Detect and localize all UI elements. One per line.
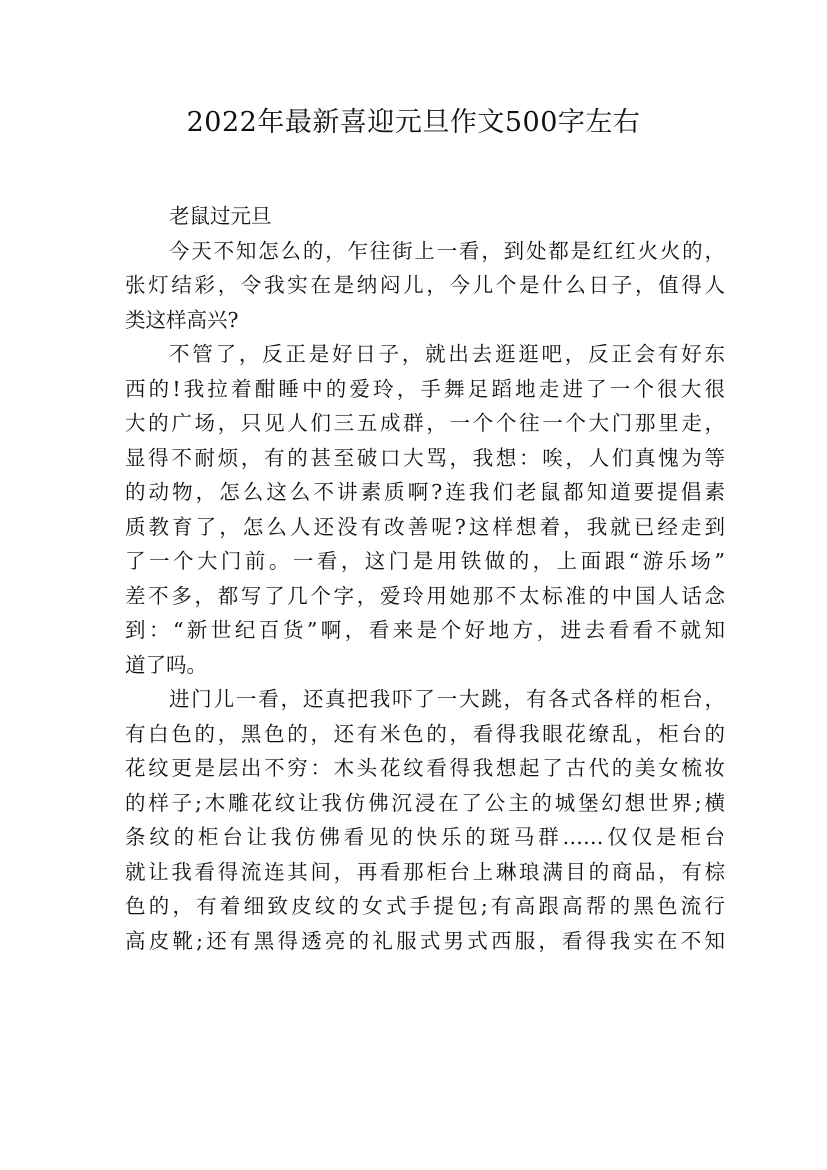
paragraph-line: 到：“新世纪百货”啊，看来是个好地方，进去看看不就知 bbox=[125, 618, 725, 642]
paragraph-line: 进门儿一看，还真把我吓了一大跳，有各式各样的柜台， bbox=[169, 687, 725, 711]
paragraph-line: 花纹更是层出不穷：木头花纹看得我想起了古代的美女梳妆 bbox=[125, 756, 725, 780]
paragraph-line: 不管了，反正是好日子，就出去逛逛吧，反正会有好东 bbox=[169, 342, 725, 366]
paragraph-line: 了一个大门前。一看，这门是用铁做的，上面跟“游乐场” bbox=[125, 549, 725, 573]
paragraph-line: 差不多，都写了几个字，爱玲用她那不太标准的中国人话念 bbox=[125, 583, 725, 608]
paragraph-line: 道了吗。 bbox=[125, 652, 207, 677]
paragraph-line: 有白色的，黑色的，还有米色的，看得我眼花缭乱，柜台的 bbox=[125, 721, 725, 746]
paragraph-line: 条纹的柜台让我仿佛看见的快乐的斑马群……仅仅是柜台 bbox=[125, 825, 725, 849]
paragraph-line: 的样子;木雕花纹让我仿佛沉浸在了公主的城堡幻想世界;横 bbox=[125, 790, 725, 815]
paragraph-line: 类这样高兴? bbox=[125, 307, 239, 332]
subtitle-line: 老鼠过元旦 bbox=[169, 204, 272, 228]
paragraph-line: 张灯结彩，令我实在是纳闷儿，今儿个是什么日子，值得人 bbox=[125, 273, 725, 297]
document-title: 2022年最新喜迎元旦作文500字左右 bbox=[186, 107, 641, 138]
paragraph-line: 西的!我拉着酣睡中的爱玲，手舞足蹈地走进了一个很大很 bbox=[125, 376, 725, 401]
paragraph-line: 高皮靴;还有黑得透亮的礼服式男式西服，看得我实在不知 bbox=[125, 928, 725, 953]
paragraph-line: 显得不耐烦，有的甚至破口大骂，我想：唉，人们真愧为等 bbox=[125, 445, 725, 470]
paragraph-line: 的动物，怎么这么不讲素质啊?连我们老鼠都知道要提倡素 bbox=[125, 480, 725, 504]
paragraph-line: 色的，有着细致皮纹的女式手提包;有高跟高帮的黑色流行 bbox=[125, 894, 725, 918]
document-body bbox=[125, 199, 725, 958]
paragraph-line: 就让我看得流连其间，再看那柜台上琳琅满目的商品，有棕 bbox=[125, 859, 725, 884]
paragraph-line: 质教育了，怎么人还没有改善呢?这样想着，我就已经走到 bbox=[125, 514, 725, 539]
paragraph-line: 今天不知怎么的，乍往街上一看，到处都是红红火火的， bbox=[169, 238, 725, 263]
paragraph-line: 大的广场，只见人们三五成群，一个个往一个大门那里走， bbox=[125, 411, 725, 435]
